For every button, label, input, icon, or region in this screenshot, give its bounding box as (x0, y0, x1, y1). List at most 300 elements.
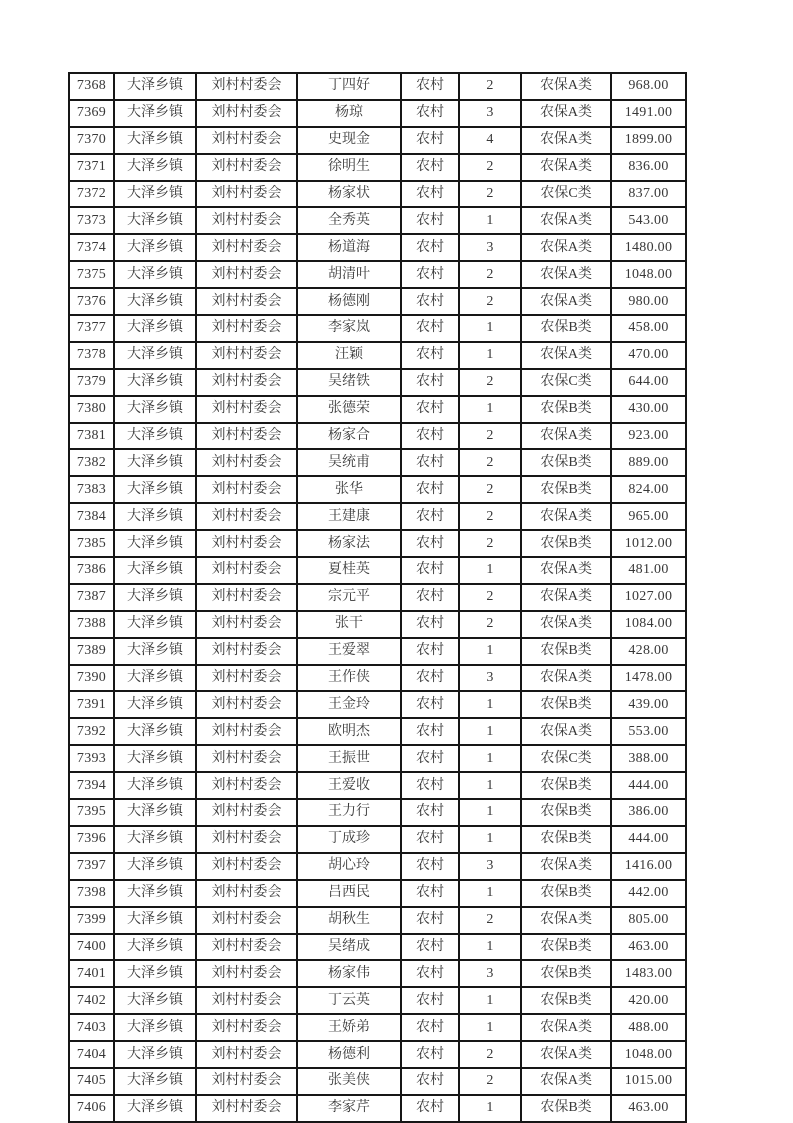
cell-village: 刘村村委会 (196, 423, 297, 450)
cell-persons: 2 (459, 503, 521, 530)
cell-name: 全秀英 (297, 207, 401, 234)
cell-category: 农保A类 (521, 100, 611, 127)
cell-category: 农保B类 (521, 691, 611, 718)
cell-village: 刘村村委会 (196, 799, 297, 826)
cell-id: 7392 (69, 718, 114, 745)
table-row (69, 423, 686, 450)
cell-township: 大泽乡镇 (114, 638, 196, 665)
cell-amount: 1048.00 (611, 1041, 686, 1068)
cell-amount: 1084.00 (611, 611, 686, 638)
cell-village: 刘村村委会 (196, 207, 297, 234)
cell-persons: 4 (459, 127, 521, 154)
cell-residence: 农村 (401, 987, 459, 1014)
cell-name: 汪颖 (297, 342, 401, 369)
cell-residence: 农村 (401, 288, 459, 315)
cell-township: 大泽乡镇 (114, 530, 196, 557)
cell-persons: 3 (459, 960, 521, 987)
cell-persons: 1 (459, 396, 521, 423)
cell-township: 大泽乡镇 (114, 611, 196, 638)
cell-township: 大泽乡镇 (114, 826, 196, 853)
cell-village: 刘村村委会 (196, 396, 297, 423)
cell-id: 7389 (69, 638, 114, 665)
cell-id: 7390 (69, 665, 114, 692)
table-row (69, 638, 686, 665)
cell-id: 7371 (69, 154, 114, 181)
cell-id: 7403 (69, 1014, 114, 1041)
cell-village: 刘村村委会 (196, 342, 297, 369)
cell-residence: 农村 (401, 853, 459, 880)
cell-village: 刘村村委会 (196, 315, 297, 342)
table-row (69, 100, 686, 127)
cell-amount: 980.00 (611, 288, 686, 315)
cell-village: 刘村村委会 (196, 288, 297, 315)
cell-village: 刘村村委会 (196, 611, 297, 638)
cell-persons: 1 (459, 557, 521, 584)
cell-category: 农保B类 (521, 799, 611, 826)
cell-category: 农保B类 (521, 987, 611, 1014)
cell-residence: 农村 (401, 638, 459, 665)
cell-residence: 农村 (401, 1068, 459, 1095)
cell-name: 王金玲 (297, 691, 401, 718)
cell-residence: 农村 (401, 1014, 459, 1041)
cell-residence: 农村 (401, 1095, 459, 1122)
cell-village: 刘村村委会 (196, 154, 297, 181)
cell-amount: 470.00 (611, 342, 686, 369)
cell-persons: 1 (459, 1014, 521, 1041)
cell-amount: 444.00 (611, 772, 686, 799)
cell-amount: 1048.00 (611, 261, 686, 288)
cell-residence: 农村 (401, 100, 459, 127)
cell-name: 张干 (297, 611, 401, 638)
cell-name: 张德荣 (297, 396, 401, 423)
cell-name: 王振世 (297, 745, 401, 772)
cell-id: 7383 (69, 476, 114, 503)
table-row (69, 987, 686, 1014)
cell-village: 刘村村委会 (196, 100, 297, 127)
cell-township: 大泽乡镇 (114, 423, 196, 450)
cell-amount: 1012.00 (611, 530, 686, 557)
cell-name: 李家芹 (297, 1095, 401, 1122)
cell-category: 农保C类 (521, 181, 611, 208)
cell-village: 刘村村委会 (196, 73, 297, 100)
cell-village: 刘村村委会 (196, 584, 297, 611)
cell-township: 大泽乡镇 (114, 853, 196, 880)
cell-id: 7391 (69, 691, 114, 718)
cell-name: 李家岚 (297, 315, 401, 342)
cell-township: 大泽乡镇 (114, 584, 196, 611)
cell-township: 大泽乡镇 (114, 261, 196, 288)
cell-township: 大泽乡镇 (114, 799, 196, 826)
table-row (69, 342, 686, 369)
table-row (69, 369, 686, 396)
cell-name: 杨道海 (297, 234, 401, 261)
cell-persons: 2 (459, 261, 521, 288)
cell-name: 丁四好 (297, 73, 401, 100)
cell-name: 吕西民 (297, 880, 401, 907)
cell-persons: 2 (459, 369, 521, 396)
cell-category: 农保B类 (521, 1095, 611, 1122)
table-row (69, 665, 686, 692)
table-row (69, 1068, 686, 1095)
cell-category: 农保B类 (521, 449, 611, 476)
cell-id: 7401 (69, 960, 114, 987)
cell-name: 丁云英 (297, 987, 401, 1014)
cell-township: 大泽乡镇 (114, 960, 196, 987)
cell-amount: 1015.00 (611, 1068, 686, 1095)
cell-persons: 1 (459, 826, 521, 853)
cell-persons: 1 (459, 207, 521, 234)
table-row (69, 934, 686, 961)
cell-township: 大泽乡镇 (114, 207, 196, 234)
cell-village: 刘村村委会 (196, 826, 297, 853)
cell-name: 杨琼 (297, 100, 401, 127)
cell-category: 农保A类 (521, 665, 611, 692)
cell-id: 7368 (69, 73, 114, 100)
cell-amount: 444.00 (611, 826, 686, 853)
cell-id: 7388 (69, 611, 114, 638)
table-row (69, 207, 686, 234)
cell-persons: 1 (459, 1095, 521, 1122)
cell-category: 农保B类 (521, 476, 611, 503)
cell-amount: 553.00 (611, 718, 686, 745)
cell-township: 大泽乡镇 (114, 1068, 196, 1095)
cell-village: 刘村村委会 (196, 960, 297, 987)
cell-category: 农保A类 (521, 853, 611, 880)
cell-amount: 428.00 (611, 638, 686, 665)
cell-id: 7397 (69, 853, 114, 880)
cell-village: 刘村村委会 (196, 503, 297, 530)
cell-township: 大泽乡镇 (114, 127, 196, 154)
cell-persons: 1 (459, 772, 521, 799)
cell-amount: 439.00 (611, 691, 686, 718)
cell-id: 7385 (69, 530, 114, 557)
cell-category: 农保B类 (521, 826, 611, 853)
cell-category: 农保A类 (521, 907, 611, 934)
cell-name: 王力行 (297, 799, 401, 826)
table-row (69, 960, 686, 987)
cell-id: 7382 (69, 449, 114, 476)
cell-amount: 1478.00 (611, 665, 686, 692)
cell-amount: 463.00 (611, 1095, 686, 1122)
cell-amount: 420.00 (611, 987, 686, 1014)
cell-persons: 1 (459, 799, 521, 826)
cell-township: 大泽乡镇 (114, 73, 196, 100)
cell-village: 刘村村委会 (196, 261, 297, 288)
cell-name: 欧明杰 (297, 718, 401, 745)
cell-category: 农保C类 (521, 745, 611, 772)
cell-persons: 2 (459, 423, 521, 450)
cell-name: 史现金 (297, 127, 401, 154)
cell-township: 大泽乡镇 (114, 503, 196, 530)
cell-name: 胡秋生 (297, 907, 401, 934)
cell-persons: 2 (459, 1041, 521, 1068)
cell-amount: 836.00 (611, 154, 686, 181)
cell-village: 刘村村委会 (196, 530, 297, 557)
cell-persons: 1 (459, 934, 521, 961)
cell-residence: 农村 (401, 530, 459, 557)
cell-village: 刘村村委会 (196, 745, 297, 772)
cell-amount: 1483.00 (611, 960, 686, 987)
cell-id: 7373 (69, 207, 114, 234)
cell-id: 7379 (69, 369, 114, 396)
table-row (69, 584, 686, 611)
cell-id: 7377 (69, 315, 114, 342)
cell-amount: 463.00 (611, 934, 686, 961)
cell-category: 农保B类 (521, 638, 611, 665)
cell-amount: 458.00 (611, 315, 686, 342)
cell-residence: 农村 (401, 154, 459, 181)
table-row (69, 315, 686, 342)
cell-township: 大泽乡镇 (114, 396, 196, 423)
cell-category: 农保A类 (521, 288, 611, 315)
cell-amount: 805.00 (611, 907, 686, 934)
cell-village: 刘村村委会 (196, 853, 297, 880)
table-row (69, 1095, 686, 1122)
cell-amount: 824.00 (611, 476, 686, 503)
cell-id: 7384 (69, 503, 114, 530)
cell-category: 农保A类 (521, 127, 611, 154)
cell-amount: 481.00 (611, 557, 686, 584)
cell-residence: 农村 (401, 234, 459, 261)
cell-persons: 2 (459, 154, 521, 181)
cell-category: 农保A类 (521, 1068, 611, 1095)
table-row (69, 611, 686, 638)
cell-persons: 2 (459, 611, 521, 638)
cell-name: 杨家合 (297, 423, 401, 450)
cell-persons: 1 (459, 342, 521, 369)
cell-residence: 农村 (401, 557, 459, 584)
cell-category: 农保B类 (521, 530, 611, 557)
cell-residence: 农村 (401, 611, 459, 638)
cell-id: 7378 (69, 342, 114, 369)
table-row (69, 449, 686, 476)
cell-township: 大泽乡镇 (114, 691, 196, 718)
cell-township: 大泽乡镇 (114, 557, 196, 584)
cell-village: 刘村村委会 (196, 234, 297, 261)
cell-residence: 农村 (401, 1041, 459, 1068)
table-row (69, 234, 686, 261)
cell-id: 7399 (69, 907, 114, 934)
cell-category: 农保A类 (521, 207, 611, 234)
cell-township: 大泽乡镇 (114, 315, 196, 342)
cell-village: 刘村村委会 (196, 638, 297, 665)
cell-amount: 386.00 (611, 799, 686, 826)
cell-id: 7395 (69, 799, 114, 826)
cell-category: 农保A类 (521, 1014, 611, 1041)
table-row (69, 826, 686, 853)
cell-amount: 923.00 (611, 423, 686, 450)
cell-category: 农保A类 (521, 234, 611, 261)
table-row (69, 853, 686, 880)
cell-persons: 1 (459, 315, 521, 342)
cell-township: 大泽乡镇 (114, 880, 196, 907)
cell-village: 刘村村委会 (196, 718, 297, 745)
cell-id: 7372 (69, 181, 114, 208)
cell-village: 刘村村委会 (196, 1014, 297, 1041)
cell-name: 吴绪成 (297, 934, 401, 961)
cell-village: 刘村村委会 (196, 449, 297, 476)
cell-category: 农保B类 (521, 934, 611, 961)
cell-residence: 农村 (401, 315, 459, 342)
cell-persons: 2 (459, 584, 521, 611)
cell-name: 夏桂英 (297, 557, 401, 584)
cell-village: 刘村村委会 (196, 880, 297, 907)
cell-village: 刘村村委会 (196, 934, 297, 961)
cell-residence: 农村 (401, 423, 459, 450)
cell-category: 农保A类 (521, 342, 611, 369)
cell-id: 7406 (69, 1095, 114, 1122)
cell-id: 7380 (69, 396, 114, 423)
cell-township: 大泽乡镇 (114, 476, 196, 503)
table-row (69, 880, 686, 907)
cell-amount: 430.00 (611, 396, 686, 423)
table-row (69, 557, 686, 584)
cell-township: 大泽乡镇 (114, 772, 196, 799)
cell-name: 胡清叶 (297, 261, 401, 288)
cell-township: 大泽乡镇 (114, 907, 196, 934)
cell-id: 7405 (69, 1068, 114, 1095)
cell-persons: 2 (459, 181, 521, 208)
cell-id: 7374 (69, 234, 114, 261)
table-row (69, 745, 686, 772)
cell-village: 刘村村委会 (196, 181, 297, 208)
cell-persons: 2 (459, 73, 521, 100)
cell-residence: 农村 (401, 584, 459, 611)
cell-township: 大泽乡镇 (114, 234, 196, 261)
cell-township: 大泽乡镇 (114, 987, 196, 1014)
cell-persons: 1 (459, 880, 521, 907)
cell-category: 农保A类 (521, 73, 611, 100)
cell-amount: 442.00 (611, 880, 686, 907)
cell-residence: 农村 (401, 745, 459, 772)
cell-name: 宗元平 (297, 584, 401, 611)
cell-residence: 农村 (401, 503, 459, 530)
cell-amount: 1899.00 (611, 127, 686, 154)
cell-category: 农保B类 (521, 960, 611, 987)
cell-name: 王娇弟 (297, 1014, 401, 1041)
cell-amount: 1416.00 (611, 853, 686, 880)
cell-amount: 889.00 (611, 449, 686, 476)
cell-category: 农保A类 (521, 557, 611, 584)
table-row (69, 799, 686, 826)
cell-persons: 3 (459, 100, 521, 127)
cell-name: 杨德利 (297, 1041, 401, 1068)
table-row (69, 772, 686, 799)
cell-id: 7369 (69, 100, 114, 127)
cell-category: 农保B类 (521, 880, 611, 907)
cell-residence: 农村 (401, 691, 459, 718)
cell-residence: 农村 (401, 342, 459, 369)
cell-id: 7381 (69, 423, 114, 450)
cell-category: 农保B类 (521, 396, 611, 423)
cell-residence: 农村 (401, 369, 459, 396)
cell-id: 7394 (69, 772, 114, 799)
cell-township: 大泽乡镇 (114, 745, 196, 772)
cell-township: 大泽乡镇 (114, 718, 196, 745)
cell-residence: 农村 (401, 880, 459, 907)
cell-name: 吴统甫 (297, 449, 401, 476)
cell-township: 大泽乡镇 (114, 934, 196, 961)
cell-village: 刘村村委会 (196, 1041, 297, 1068)
cell-persons: 1 (459, 718, 521, 745)
cell-id: 7393 (69, 745, 114, 772)
cell-name: 张华 (297, 476, 401, 503)
cell-amount: 1480.00 (611, 234, 686, 261)
cell-township: 大泽乡镇 (114, 100, 196, 127)
cell-persons: 2 (459, 530, 521, 557)
cell-residence: 农村 (401, 907, 459, 934)
cell-residence: 农村 (401, 181, 459, 208)
cell-township: 大泽乡镇 (114, 288, 196, 315)
cell-category: 农保A类 (521, 503, 611, 530)
cell-village: 刘村村委会 (196, 127, 297, 154)
cell-persons: 2 (459, 907, 521, 934)
table-row (69, 154, 686, 181)
cell-name: 王作侠 (297, 665, 401, 692)
cell-amount: 965.00 (611, 503, 686, 530)
cell-residence: 农村 (401, 799, 459, 826)
cell-category: 农保B类 (521, 772, 611, 799)
table-row (69, 127, 686, 154)
table-row (69, 396, 686, 423)
cell-persons: 1 (459, 987, 521, 1014)
cell-id: 7375 (69, 261, 114, 288)
cell-village: 刘村村委会 (196, 557, 297, 584)
table-row (69, 261, 686, 288)
cell-amount: 968.00 (611, 73, 686, 100)
cell-residence: 农村 (401, 772, 459, 799)
cell-village: 刘村村委会 (196, 987, 297, 1014)
cell-village: 刘村村委会 (196, 772, 297, 799)
table-row (69, 503, 686, 530)
cell-residence: 农村 (401, 718, 459, 745)
table-row (69, 718, 686, 745)
cell-persons: 1 (459, 638, 521, 665)
cell-name: 丁成珍 (297, 826, 401, 853)
cell-village: 刘村村委会 (196, 907, 297, 934)
cell-id: 7404 (69, 1041, 114, 1068)
table-row (69, 181, 686, 208)
cell-category: 农保A类 (521, 1041, 611, 1068)
cell-category: 农保A类 (521, 423, 611, 450)
cell-residence: 农村 (401, 73, 459, 100)
cell-persons: 1 (459, 691, 521, 718)
cell-persons: 2 (459, 288, 521, 315)
cell-id: 7400 (69, 934, 114, 961)
cell-category: 农保A类 (521, 154, 611, 181)
cell-amount: 837.00 (611, 181, 686, 208)
table-row (69, 530, 686, 557)
cell-residence: 农村 (401, 127, 459, 154)
cell-name: 杨家法 (297, 530, 401, 557)
cell-name: 杨德刚 (297, 288, 401, 315)
cell-category: 农保C类 (521, 369, 611, 396)
cell-township: 大泽乡镇 (114, 1014, 196, 1041)
table-row (69, 907, 686, 934)
cell-name: 王建康 (297, 503, 401, 530)
cell-village: 刘村村委会 (196, 1068, 297, 1095)
cell-residence: 农村 (401, 476, 459, 503)
cell-name: 徐明生 (297, 154, 401, 181)
cell-id: 7387 (69, 584, 114, 611)
cell-amount: 1491.00 (611, 100, 686, 127)
cell-name: 吴绪铁 (297, 369, 401, 396)
cell-village: 刘村村委会 (196, 1095, 297, 1122)
cell-category: 农保A类 (521, 718, 611, 745)
cell-village: 刘村村委会 (196, 369, 297, 396)
cell-id: 7398 (69, 880, 114, 907)
cell-persons: 3 (459, 853, 521, 880)
